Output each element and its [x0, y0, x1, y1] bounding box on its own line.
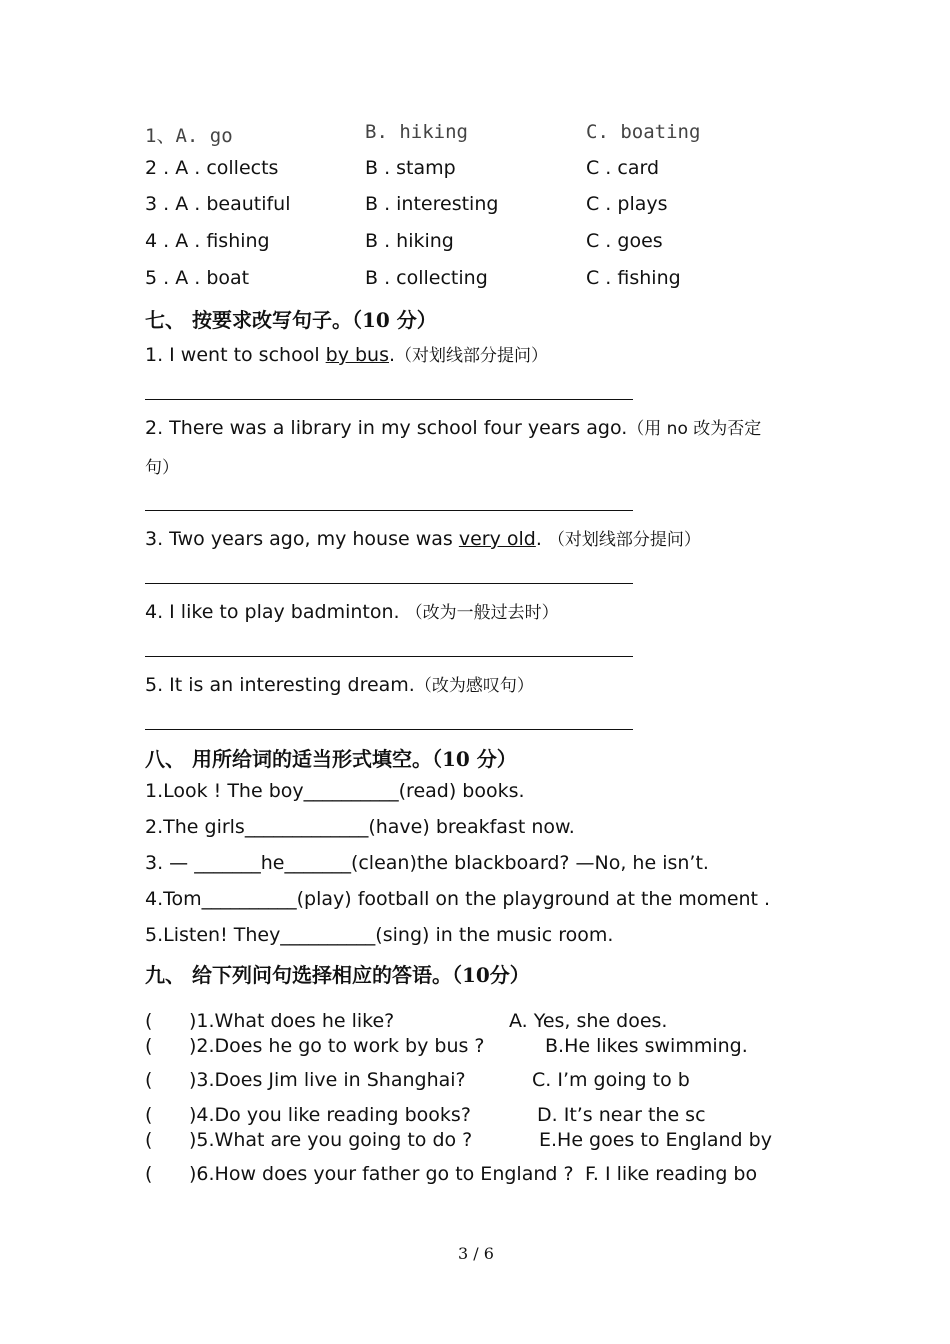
- match-paren-3[interactable]: (: [145, 1069, 153, 1091]
- option-row-2-c: C . card: [586, 157, 660, 179]
- section-7-heading: 七、 按要求改写句子。（10 分）: [145, 308, 437, 332]
- rewrite-q3-underlined: very old: [458, 528, 536, 550]
- match-question-3: )3.Does Jim live in Shanghai?: [189, 1069, 466, 1091]
- option-row-5-b: B . collecting: [365, 267, 488, 289]
- rewrite-q5-note: （改为感叹句）: [414, 676, 534, 696]
- answer-line-1[interactable]: [145, 399, 633, 400]
- option-row-4-c: C . goes: [586, 230, 663, 252]
- rewrite-q5: [145, 671, 534, 696]
- option-row-1-a: 1、A. go: [145, 125, 233, 147]
- match-answer-a: A. Yes, she does.: [509, 1010, 668, 1032]
- fill-item-1[interactable]: 1.Look ! The boy__________(read) books.: [145, 780, 525, 802]
- option-row-4-b: B . hiking: [365, 230, 454, 252]
- rewrite-q4: [145, 598, 559, 623]
- answer-line-2[interactable]: [145, 510, 633, 511]
- rewrite-q2-note-cont: 句）: [145, 458, 179, 478]
- fill-item-5[interactable]: 5.Listen! They__________(sing) in the music room.: [145, 924, 614, 946]
- section-9-heading: 九、 给下列问句选择相应的答语。（10分）: [145, 963, 530, 987]
- option-row-5-a: 5 . A . boat: [145, 267, 250, 289]
- rewrite-q2: [145, 414, 761, 439]
- option-row-1-b: B. hiking: [365, 121, 468, 143]
- fill-item-2[interactable]: 2.The girls_____________(have) breakfast now.: [145, 816, 575, 838]
- match-paren-4[interactable]: (: [145, 1104, 153, 1126]
- rewrite-q3-period: .: [535, 528, 542, 550]
- match-answer-e: E.He goes to England by: [539, 1129, 772, 1151]
- section-8-heading: 八、 用所给词的适当形式填空。（10 分）: [145, 747, 517, 771]
- fill-item-4[interactable]: 4.Tom__________(play) football on the playground at the moment .: [145, 888, 771, 910]
- match-answer-b: B.He likes swimming.: [545, 1035, 748, 1057]
- rewrite-q4-text: 4. I like to play badminton.: [145, 601, 400, 623]
- match-answer-d: D. It’s near the sc: [537, 1104, 706, 1126]
- rewrite-q3-text: 3. Two years ago, my house was: [145, 528, 459, 550]
- rewrite-q2-note: （用 no 改为否定: [627, 419, 762, 439]
- rewrite-q1-text: 1. I went to school: [145, 344, 326, 366]
- match-paren-5[interactable]: (: [145, 1129, 153, 1151]
- rewrite-q1-underlined: by bus: [325, 344, 389, 366]
- match-question-4: )4.Do you like reading books?: [189, 1104, 471, 1126]
- option-row-2-b: B . stamp: [365, 157, 456, 179]
- match-question-2: )2.Does he go to work by bus ?: [189, 1035, 485, 1057]
- rewrite-q1: [145, 341, 548, 366]
- option-row-5-c: C . fishing: [586, 267, 681, 289]
- match-paren-6[interactable]: (: [145, 1163, 153, 1185]
- match-question-6: )6.How does your father go to England ?: [189, 1163, 574, 1185]
- option-row-3-a: 3 . A . beautiful: [145, 193, 291, 215]
- match-paren-2[interactable]: (: [145, 1035, 153, 1057]
- fill-item-3[interactable]: 3. — _______he_______(clean)the blackboard? —No, he isn’t.: [145, 852, 709, 874]
- option-row-3-b: B . interesting: [365, 193, 499, 215]
- match-answer-f: F. I like reading bo: [585, 1163, 758, 1185]
- rewrite-q3-note: （对划线部分提问）: [547, 530, 701, 550]
- option-row-4-a: 4 . A . fishing: [145, 230, 270, 252]
- match-question-5: )5.What are you going to do ?: [189, 1129, 473, 1151]
- rewrite-q1-period: .: [389, 344, 396, 366]
- option-row-3-c: C . plays: [586, 193, 668, 215]
- match-answer-c: C. I’m going to b: [532, 1069, 690, 1091]
- rewrite-q3: [145, 525, 701, 550]
- match-paren-1[interactable]: (: [145, 1010, 153, 1032]
- rewrite-q5-text: 5. It is an interesting dream.: [145, 674, 415, 696]
- answer-line-5[interactable]: [145, 729, 633, 730]
- answer-line-3[interactable]: [145, 583, 633, 584]
- rewrite-q1-note: （对划线部分提问）: [395, 346, 549, 366]
- match-question-1: )1.What does he like?: [189, 1010, 395, 1032]
- rewrite-q2-text: 2. There was a library in my school four years ago.: [145, 417, 628, 439]
- page-number: 3 / 6: [458, 1244, 494, 1263]
- answer-line-4[interactable]: [145, 656, 633, 657]
- option-row-2-a: 2 . A . collects: [145, 157, 279, 179]
- option-row-1-c: C. boating: [586, 121, 701, 143]
- rewrite-q4-note: （改为一般过去时）: [405, 603, 559, 623]
